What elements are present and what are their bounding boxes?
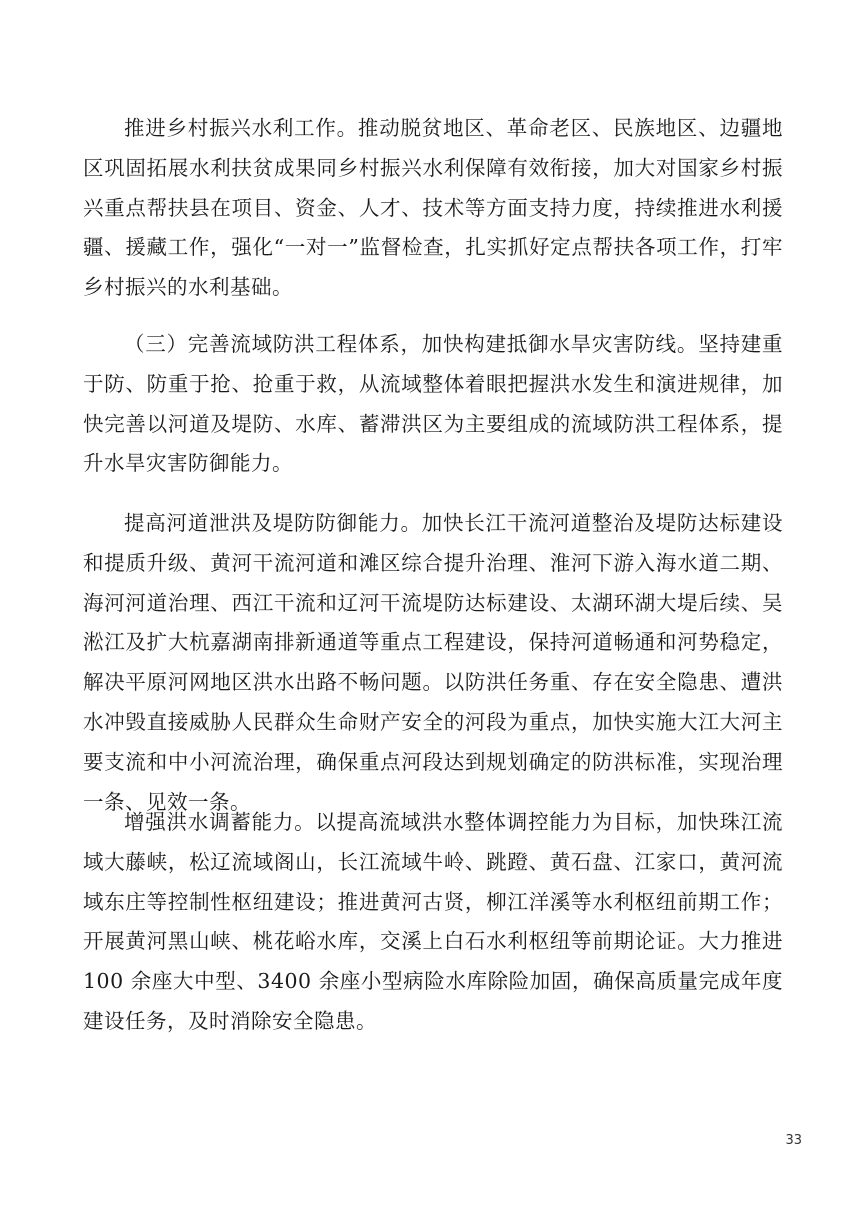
- page-number: 33: [785, 1133, 802, 1148]
- paragraph-rural-revitalization: 推进乡村振兴水利工作。推动脱贫地区、革命老区、民族地区、边疆地区巩固拓展水利扶贫成果同乡村振兴水利保障有效衔接，加大对国家乡村振兴重点帮扶县在项目、资金、人才、技术等方面支持力度，持续推进水利援疆、援藏工作，强化“一对一”监督检查，扎实抓好定点帮扶各项工作，打牢乡村振兴的水利基础。: [83, 116, 783, 300]
- paragraph-flood-storage: 增强洪水调蓄能力。以提高流域洪水整体调控能力为目标，加快珠江流域大藤峡，松辽流域阁山，长江流域牛岭、跳蹬、黄石盘、江家口，黄河流域东庄等控制性枢纽建设；推进黄河古贤，柳江洋溪等水利枢纽前期工作；开展黄河黑山峡、桃花峪水库，交溪上白石水利枢纽等前期论证。大力推进 100 余座大中型、3400 余座小型病险水库除险加固，确保高质量完成年度建设任务，及时消除安全隐患。: [83, 810, 783, 1033]
- paragraph-flood-control-system: （三）完善流域防洪工程体系，加快构建抵御水旱灾害防线。坚持建重于防、防重于抢、抢重于救，从流域整体着眼把握洪水发生和演进规律，加快完善以河道及堤防、水库、蓄滞洪区为主要组成的流域防洪工程体系，提升水旱灾害防御能力。: [83, 332, 783, 476]
- paragraph-river-embankment: 提高河道泄洪及堤防防御能力。加快长江干流河道整治及堤防达标建设和提质升级、黄河干流河道和滩区综合提升治理、淮河下游入海水道二期、海河河道治理、西江干流和辽河干流堤防达标建设、太湖环湖大堤后续、吴淞江及扩大杭嘉湖南排新通道等重点工程建设，保持河道畅通和河势稳定，解决平原河网地区洪水出路不畅问题。以防洪任务重、存在安全隐患、遭洪水冲毁直接威胁人民群众生命财产安全的河段为重点，加快实施大江大河主要支流和中小河流治理，确保重点河段达到规划确定的防洪标准，实现治理一条、见效一条。: [83, 511, 783, 814]
